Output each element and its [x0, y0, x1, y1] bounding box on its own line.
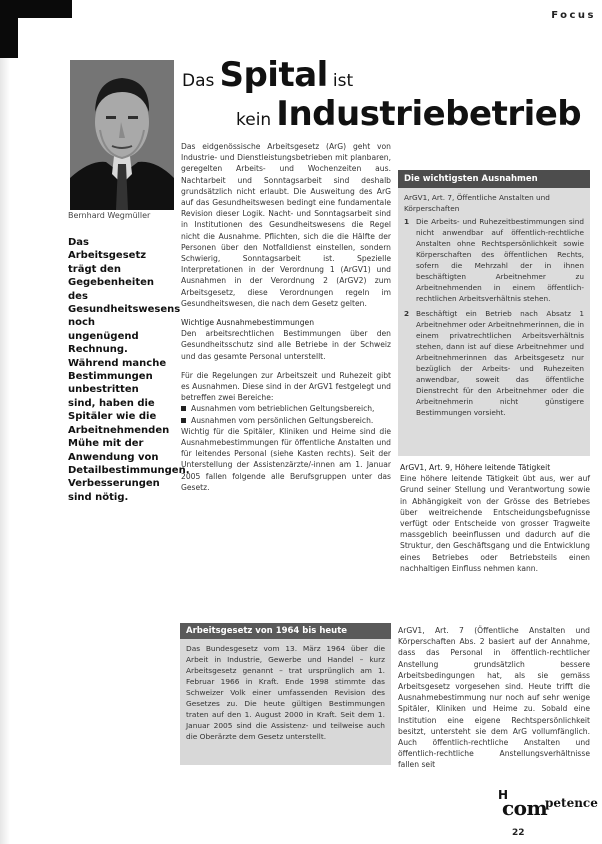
corner-crop-gap — [18, 18, 72, 58]
history-box — [180, 623, 391, 765]
logo-letter-h: H — [498, 788, 509, 802]
logo-word-petence: petence — [545, 796, 598, 810]
title-line-1 — [182, 55, 353, 95]
title-word-kein: kein — [236, 110, 272, 130]
exceptions-item-1-text: Die Arbeits- und Ruhezeitbestimmungen sind nicht anwendbar auf öffentlich-rechtliche Anstalten ohne Rechtspersönlichkeit sowie Körperschaften des öffentlichen Rechts, sofern die Mehrzahl der in ihnen beschäftigten Arbeitnehmer zu Arbeitnehmenden in einem öffentlich-rechtlichen Arbeitsverhältnis stehen. — [416, 217, 584, 303]
title-word-ist: ist — [332, 71, 354, 91]
logo-word-com: com — [502, 796, 548, 820]
right-subheading: ArGV1, Art. 9, Höhere leitende Tätigkeit — [400, 463, 551, 472]
pull-quote: Das Arbeitsgesetz trägt den Gegebenheiten des Gesundheitswesens noch ungenügend Rechnung. Während manche Bestimmungen unbestritten sind, haben die Spitäler wie die Arbeitnehmenden Mühe mit der Anwendung von Detailbestimmungen. Verbesserungen sind nötig. — [68, 237, 190, 503]
right-paragraph-1: Eine höhere leitende Tätigkeit übt aus, wer auf Grund seiner Stellung und Verantwortung sowie in Abhängigkeit von der Grösse des Betriebes über weitreichende Entscheidungsbefugnisse verfügt oder Entscheide von grosser Tragweite massgeblich beeinflussen und dadurch auf die Struktur, den Geschäftsgang und die Entwicklung eines Betriebes oder Betriebsteils einen nachhaltigen Einfluss nehmen kann. — [400, 474, 590, 573]
main-bullet-1: Ausnahmen vom betrieblichen Geltungsbereich, — [181, 403, 391, 414]
main-subheading: Wichtige Ausnahmebestimmungen — [181, 318, 315, 328]
title-line-2 — [236, 94, 581, 134]
history-box-title: Arbeitsgesetz von 1964 bis heute — [180, 623, 391, 639]
exceptions-item-2-number: 2 — [404, 309, 410, 318]
main-paragraph-1: Das eidgenössische Arbeitsgesetz (ArG) geht von Industrie- und Dienstleistungsbetrieben mit planbaren, geregelten Arbeits- und Wochenzeiten aus. Nachtarbeit und Sonntagsarbeit sind deshalb grundsätzlich nicht erlaubt. Die Ausweitung des ArG auf das Gesundheitswesen bedingt eine fundamentale Revision dieser Logik. Nacht- und Sonntagsarbeit sind in Institutionen des Gesundheitswesens die Regel nicht die Ausnahme. Pflichten, sich die die Hälfte der Personen über den Notfalldienst einstellen, sondern Schwierig, Sonntagsarbeit ist. Spezielle Interpretationen in der Verordnung 1 (ArGV1) und Ausnahmen in der Verordnung 2 (ArGV2) zum Arbeitsgesetz, diese Verordnungen regeln im Gesundheitswesen, die nach dem Gesetz gelten. — [181, 142, 391, 308]
main-paragraph-3: Für die Regelungen zur Arbeitszeit und Ruhezeit gibt es Ausnahmen. Diese sind in der ArGV1 festgelegt und betreffen zwei Bereiche: — [181, 370, 391, 403]
portrait-illustration — [70, 60, 174, 210]
exceptions-box — [398, 170, 590, 456]
right-column — [400, 462, 590, 586]
title-word-industriebetrieb: Industriebetrieb — [276, 94, 582, 134]
exceptions-item-2-text: Beschäftigt ein Betrieb nach Absatz 1 Arbeitnehmer oder Arbeitnehmerinnen, die in einem privatrechtlichen Arbeitsverhältnis stehen, dann ist auf diese Arbeitnehmer und Arbeitnehmerinnen das Arbeitsgesetz nur bezüglich der Arbeits- und Ruhezeiten anwendbar, soweit das öffentliche Dienstrecht für den Arbeitnehmer oder die Arbeitnehmerin nicht günstigere Bestimmungen vorsieht. — [416, 309, 584, 417]
section-label: Focus — [551, 10, 596, 21]
main-bullet-2: Ausnahmen vom persönlichen Geltungsbereich. — [181, 415, 391, 426]
magazine-logo — [498, 790, 598, 830]
photo-caption: Bernhard Wegmüller — [68, 211, 151, 220]
main-paragraph-4: Wichtig für die Spitäler, Kliniken und Heime sind die Ausnahmebestimmungen für öffentliche Anstalten und für leitendes Personal (siehe Kasten rechts). Seit der Unterstellung der Assistenzärzte/-innen am 1. Januar 2005 fallen folgende alle Berufsgruppen unter das Gesetz. — [181, 426, 391, 492]
exceptions-box-reference: ArGV1, Art. 7, Öffentliche Anstalten und Körperschaften — [404, 193, 550, 213]
exceptions-item-1-number: 1 — [404, 217, 410, 226]
title-word-das: Das — [182, 71, 215, 91]
title-word-spital: Spital — [219, 55, 328, 95]
page-edge-shadow — [0, 58, 10, 844]
exceptions-item-2 — [398, 306, 590, 420]
main-paragraph-2: Den arbeitsrechtlichen Bestimmungen über den Gesundheitsschutz sind alle Betriebe in der Schweiz und das gesamte Personal unterstellt. — [181, 329, 391, 361]
page-number: 22 — [512, 828, 525, 838]
portrait-photo — [70, 60, 174, 210]
exceptions-box-title: Die wichtigsten Ausnahmen — [398, 170, 590, 188]
exceptions-item-1 — [398, 214, 590, 306]
history-box-text: Das Bundesgesetz vom 13. März 1964 über die Arbeit in Industrie, Gewerbe und Handel – kurz Arbeitsgesetz genannt – trat ursprünglich am 1. Februar 1966 in Kraft. Ende 1998 stimmte das Schweizer Volk einer umfassenden Revision des Gesetzes zu. Die heute gültigen Bestimmungen traten auf den 1. August 2000 in Kraft. Seit dem 1. Januar 2005 sind die Assistenz- und teilweise auch die Oberärzte dem Gesetz unterstellt. — [186, 644, 385, 741]
main-column — [181, 141, 391, 501]
right-paragraph-2: ArGV1, Art. 7 (Öffentliche Anstalten und Körperschaften Abs. 2 basiert auf der Annahme, dass das Personal in öffentlich-rechtlicher Anstellung grundsätzlich bessere Arbeitsbedingungen hat, als sie gemäss Arbeitsgesetz vorgesehen sind. Heute trifft die Ausnahmebestimmung nur noch auf sehr wenige Spitäler, Kliniken und Heime zu. Sobald eine Institution eine eigene Rechtspersönlichkeit besitzt, untersteht sie dem ArG vollumfänglich. Auch öffentlich-rechtliche Anstalten und öffentlich-rechtliche Anstellungsverhältnisse fallen seit — [398, 626, 590, 770]
